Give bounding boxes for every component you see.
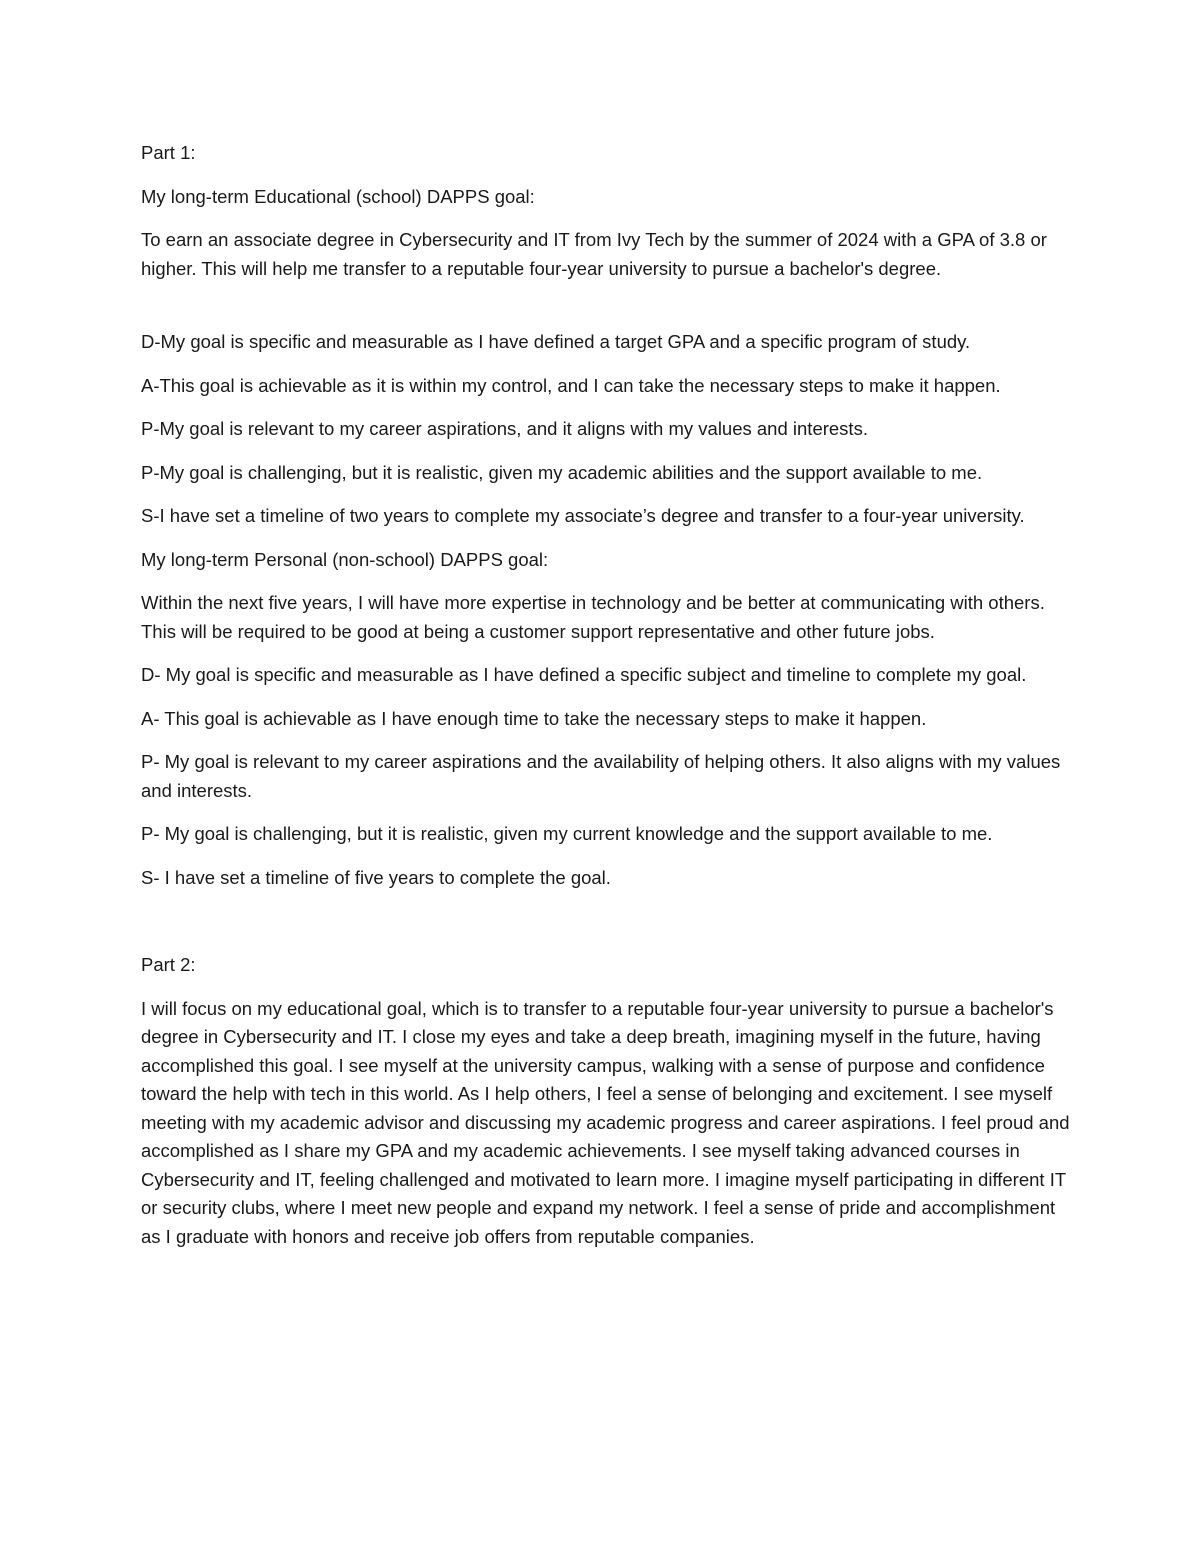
part2-body: I will focus on my educational goal, which is to transfer to a reputable four-year university to pursue a bachelor's degree in Cybersecurity and IT. I close my eyes and take a deep breath, imagining myself in the future, having accomplished this goal. I see myself at the university campus, walking with a sense of purpose and confidence toward the help with tech in this world. As I help others, I feel a sense of belonging and excitement. I see myself meeting with my academic advisor and discussing my academic progress and career aspirations. I feel proud and accomplished as I share my GPA and my academic achievements. I see myself taking advanced courses in Cybersecurity and IT, feeling challenged and motivated to learn more. I imagine myself participating in different IT or security clubs, where I meet new people and expand my network. I feel a sense of pride and accomplishment as I graduate with honors and receive job offers from reputable companies.	[141, 997, 1070, 1247]
educational-point-d: D-My goal is specific and measurable as I have defined a target GPA and a specific program of study.	[141, 331, 971, 352]
personal-point-a: A- This goal is achievable as I have enough time to take the necessary steps to make it happen.	[141, 707, 927, 729]
educational-point-p1: P-My goal is relevant to my career aspirations, and it aligns with my values and interests.	[141, 418, 868, 439]
educational-point-s: S-I have set a timeline of two years to complete my associate’s degree and transfer to a four-year university.	[141, 505, 1025, 526]
spacer	[141, 298, 1071, 328]
personal-point-s: S- I have set a timeline of five years to complete the goal.	[141, 866, 611, 888]
personal-point-p1: P- My goal is relevant to my career aspirations and the availability of helping others. It also aligns with my values and interests.	[141, 751, 1061, 801]
spacer	[141, 907, 1071, 951]
personal-goal-label: My long-term Personal (non-school) DAPPS goal:	[141, 548, 549, 570]
educational-goal-text: To earn an associate degree in Cybersecurity and IT from Ivy Tech by the summer of 2024 with a GPA of 3.8 or higher. This will help me transfer to a reputable four-year university to pursue a bachelor's degree.	[141, 229, 1047, 279]
educational-goal-label: My long-term Educational (school) DAPPS goal:	[141, 185, 535, 207]
part1-heading: Part 1:	[141, 142, 196, 163]
document-body	[141, 139, 1071, 1266]
part2-heading: Part 2:	[141, 954, 196, 975]
educational-point-p2: P-My goal is challenging, but it is realistic, given my academic abilities and the support available to me.	[141, 461, 983, 483]
educational-point-a: A-This goal is achievable as it is within my control, and I can take the necessary steps to make it happen.	[141, 374, 1001, 396]
personal-point-p2: P- My goal is challenging, but it is realistic, given my current knowledge and the support available to me.	[141, 823, 993, 844]
personal-goal-text: Within the next five years, I will have more expertise in technology and be better at communicating with others. This will be required to be good at being a customer support representative and other future jobs.	[141, 592, 1045, 642]
personal-point-d: D- My goal is specific and measurable as I have defined a specific subject and timeline to complete my goal.	[141, 664, 1027, 685]
